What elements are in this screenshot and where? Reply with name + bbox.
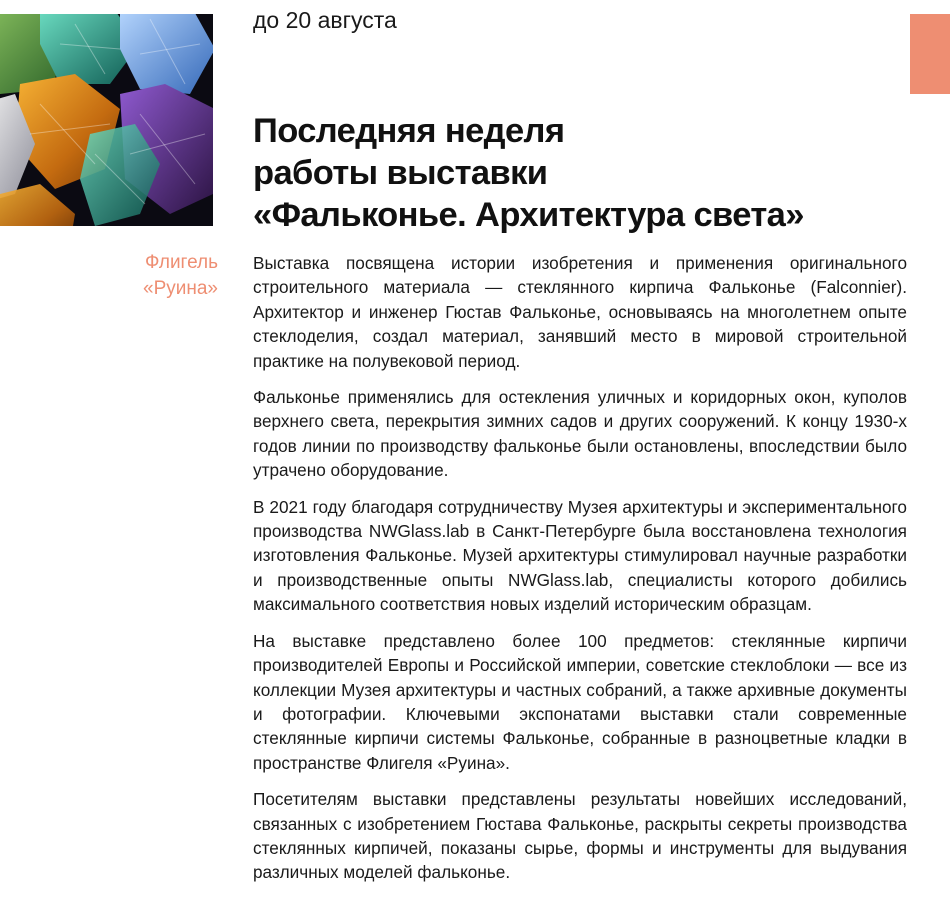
event-date: до 20 августа	[253, 7, 397, 33]
title-line: работы выставки	[253, 154, 548, 192]
title-line: Последняя неделя	[253, 112, 565, 150]
paragraph: На выставке представлено более 100 предметов: стеклянные кирпичи производителей Европы и Российской империи, советские стеклоблоки — все из коллекции Музея архитектуры и частных собраний, а также архивные документы и фотографии. Ключевыми экспонатами выставки стали современные стеклянные кирпичи системы Фальконье, собранные в разноцветные кладки в пространстве Флигеля «Руина».	[253, 630, 907, 773]
glass-bricks-icon	[0, 14, 213, 226]
venue-label	[0, 250, 218, 302]
title-line: «Фальконье. Архитектура света»	[253, 196, 804, 234]
paragraph: В 2021 году благодаря сотрудничеству Музея архитектуры и экспериментального производства NWGlass.lab в Санкт-Петербурге была восстановлена технология изготовления Фальконье. Музей архитектуры стимулировал научные разработки и производственные опыты NWGlass.lab, специалисты которого добились максимального соответствия новых изделий историческим образцам.	[253, 496, 907, 615]
paragraph: Фальконье применялись для остекления уличных и коридорных окон, куполов верхнего света, перекрытия зимних садов и других сооружений. К концу 1930-х годов линии по производству фальконье были остановлены, впоследствии было утрачено оборудование.	[253, 387, 907, 481]
venue-line: Флигель	[145, 252, 218, 273]
accent-bookmark	[910, 14, 950, 94]
page-title	[253, 110, 893, 236]
paragraph: Посетителям выставки представлены результаты новейших исследований, связанных с изобретением Гюстава Фальконье, раскрыты секреты производства стеклянных кирпичей, показаны сырье, формы и инструменты для выдувания различных моделей фальконье.	[253, 789, 907, 883]
paragraph: Выставка посвящена истории изобретения и применения оригинального строительного материала — стеклянного кирпича Фальконье (Falconnier). Архитектор и инженер Гюстав Фальконье, основываясь на многолетнем опыте стеклоделия, создал материал, занявший место в мировой строительной практике на полувековой период.	[253, 253, 907, 371]
article-body	[253, 251, 907, 897]
venue-line: «Руина»	[143, 278, 218, 299]
exhibition-photo	[0, 14, 213, 226]
